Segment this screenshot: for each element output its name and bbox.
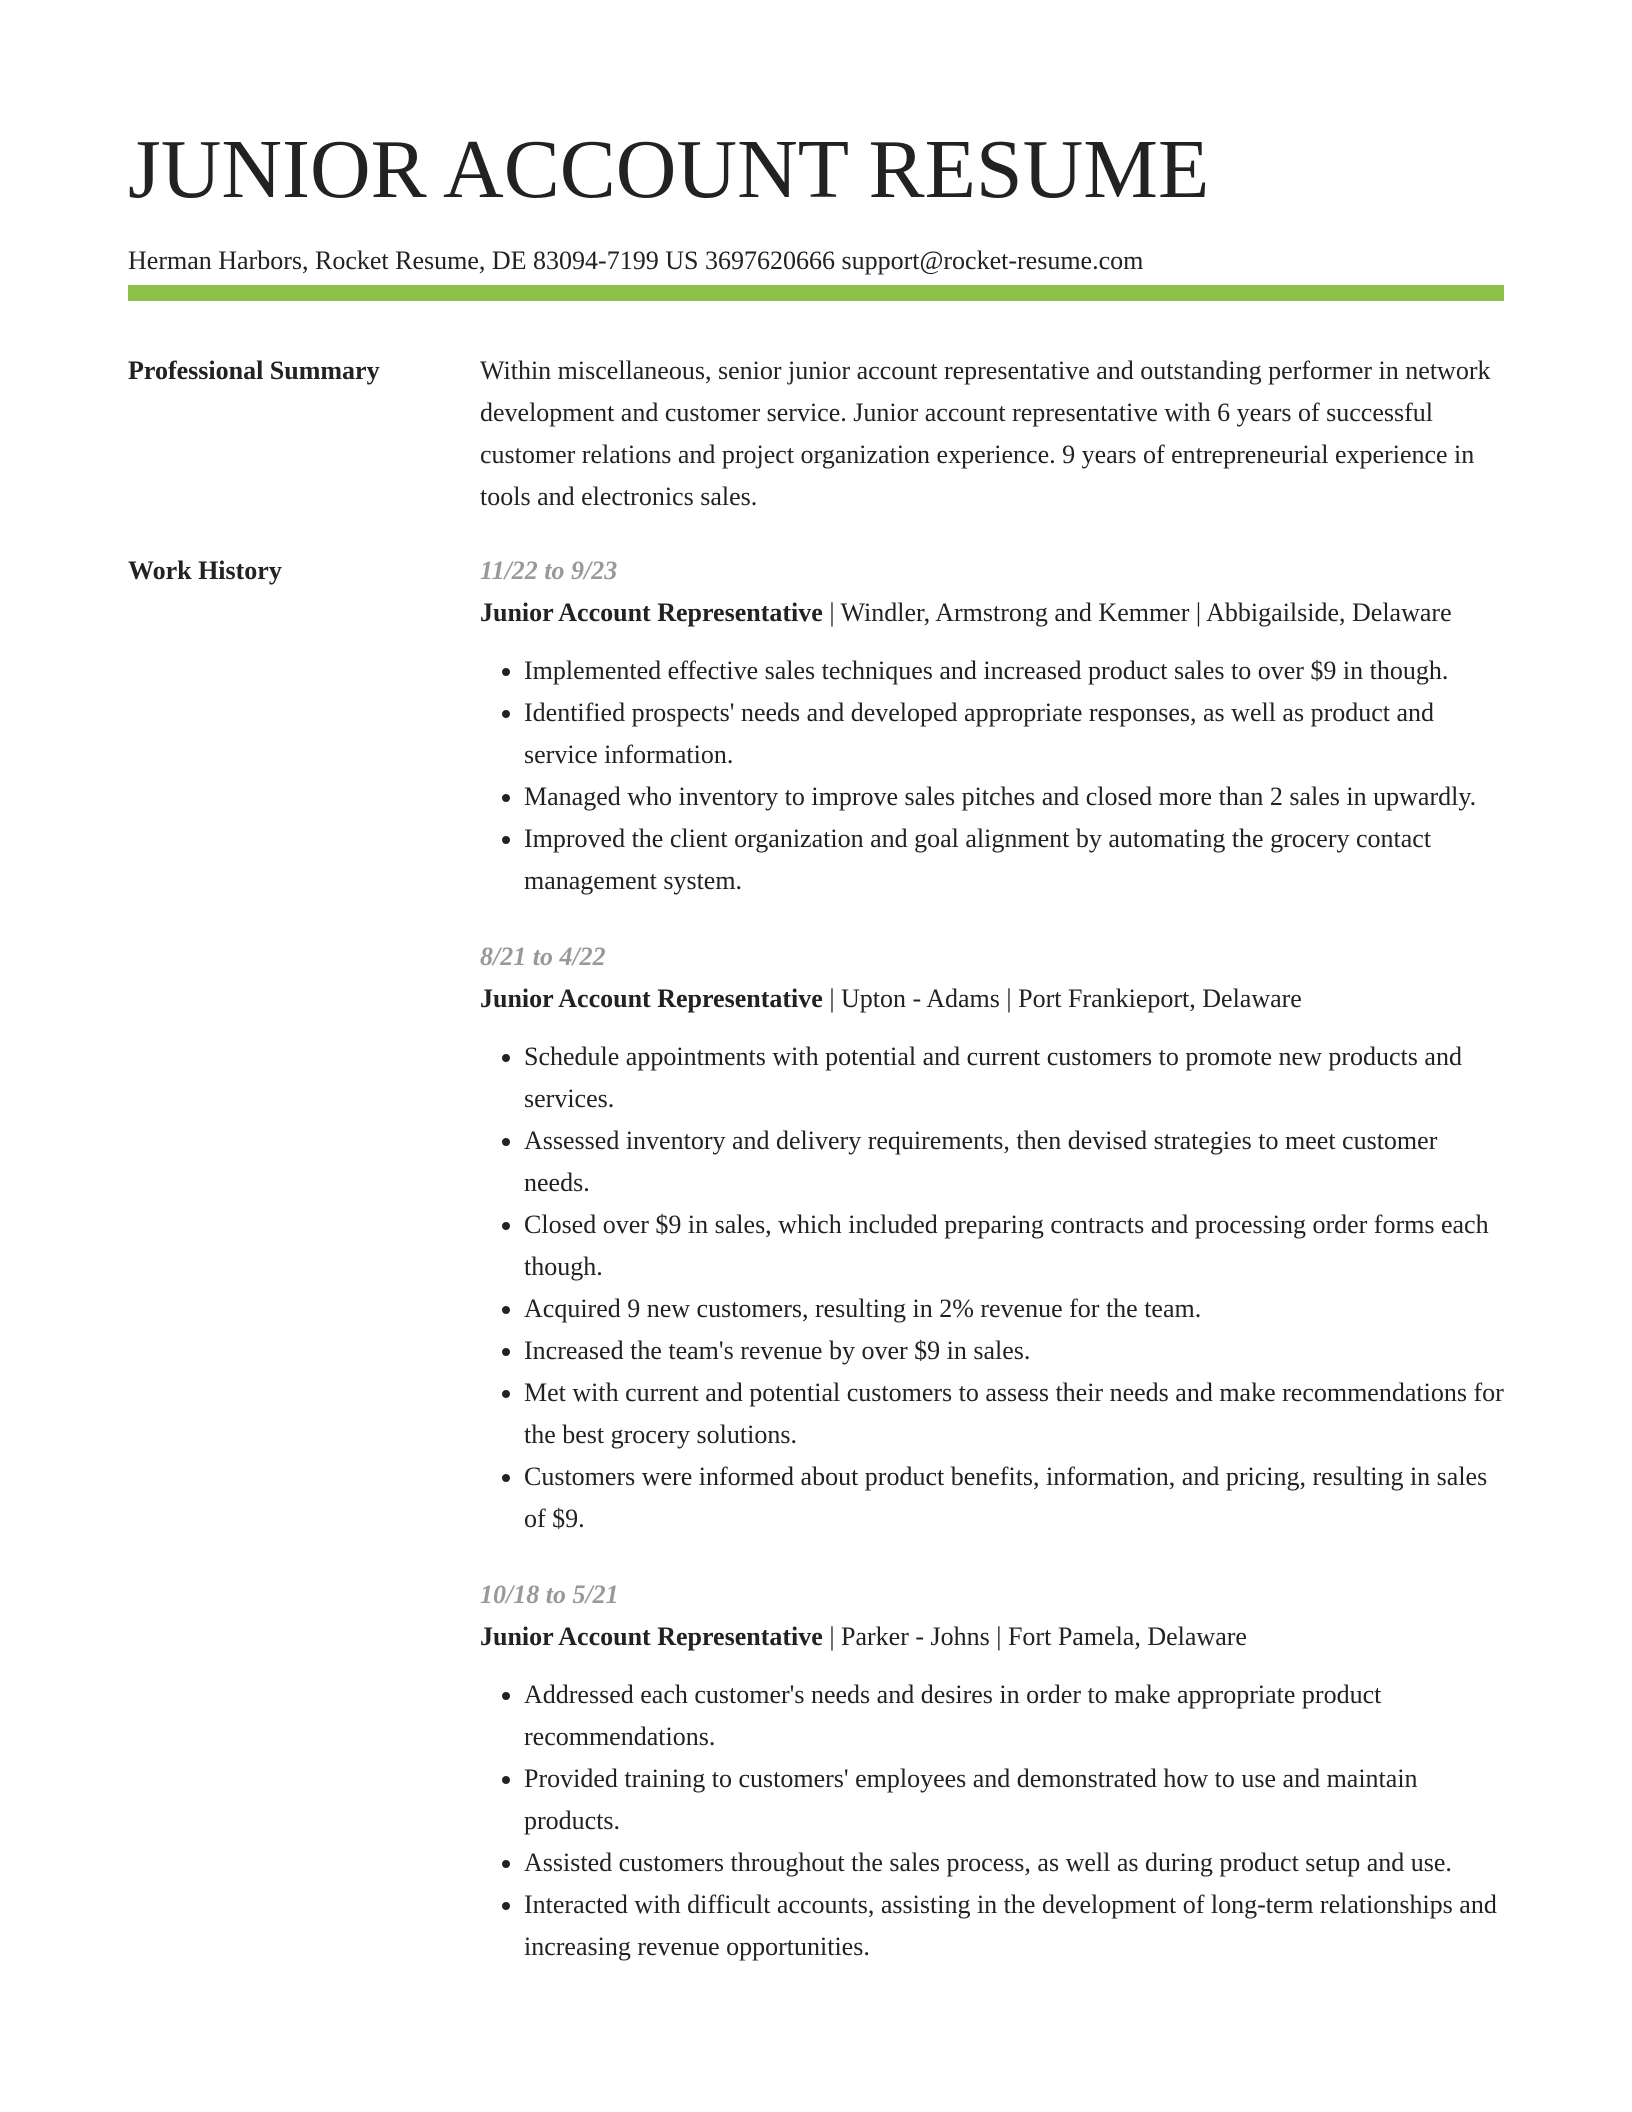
accent-divider <box>128 285 1504 301</box>
job-title: Junior Account Representative <box>480 598 823 627</box>
job-bullets <box>480 1674 1504 1968</box>
job-bullet: • Interacted with difficult accounts, assisting in the development of long-term relationships and increasing revenue opportunities. <box>524 1884 1504 1968</box>
work-history-heading: Work History <box>128 556 282 585</box>
job-company-location: | Windler, Armstrong and Kemmer | Abbigailside, Delaware <box>822 598 1452 627</box>
job-bullet: • Improved the client organization and goal alignment by automating the grocery contact management system. <box>524 818 1504 902</box>
job-bullet: • Managed who inventory to improve sales pitches and closed more than 2 sales in upwardly. <box>524 776 1504 818</box>
resume-header <box>128 118 1504 278</box>
job-bullet: • Identified prospects' needs and developed appropriate responses, as well as product and service information. <box>524 692 1504 776</box>
job-dates: 8/21 to 4/22 <box>480 942 606 971</box>
job-company-location: | Upton - Adams | Port Frankieport, Delaware <box>822 984 1302 1013</box>
job-bullets <box>480 650 1504 902</box>
job-bullet: • Addressed each customer's needs and desires in order to make appropriate product recommendations. <box>524 1674 1504 1758</box>
job-bullet: • Provided training to customers' employees and demonstrated how to use and maintain products. <box>524 1758 1504 1842</box>
job-heading <box>480 1616 1504 1658</box>
job-bullet: • Customers were informed about product benefits, information, and pricing, resulting in sales of $9. <box>524 1456 1504 1540</box>
job-bullet: • Assisted customers throughout the sales process, as well as during product setup and use. <box>524 1842 1504 1884</box>
job-bullet: • Schedule appointments with potential and current customers to promote new products and services. <box>524 1036 1504 1120</box>
job-bullet: • Implemented effective sales techniques and increased product sales to over $9 in though. <box>524 650 1504 692</box>
job-company-location: | Parker - Johns | Fort Pamela, Delaware <box>822 1622 1247 1651</box>
resume-title: JUNIOR ACCOUNT RESUME <box>128 123 1210 216</box>
job-heading <box>480 592 1504 634</box>
contact-info: Herman Harbors, Rocket Resume, DE 83094-7199 US 3697620666 support@rocket-resume.com <box>128 246 1144 275</box>
job-bullet: • Increased the team's revenue by over $9 in sales. <box>524 1330 1504 1372</box>
job-bullet: • Closed over $9 in sales, which included preparing contracts and processing order forms each though. <box>524 1204 1504 1288</box>
summary-text: Within miscellaneous, senior junior account representative and outstanding performer in network development and customer service. Junior account representative with 6 years of successful customer relations and project organization experience. 9 years of entrepreneurial experience in tools and electronics sales. <box>480 356 1491 511</box>
job-entry <box>480 1574 1504 1968</box>
job-dates: 11/22 to 9/23 <box>480 556 618 585</box>
job-bullets <box>480 1036 1504 1540</box>
job-bullet: • Met with current and potential customers to assess their needs and make recommendations for the best grocery solutions. <box>524 1372 1504 1456</box>
job-entry <box>480 550 1504 902</box>
job-dates: 10/18 to 5/21 <box>480 1580 619 1609</box>
job-heading <box>480 978 1504 1020</box>
job-title: Junior Account Representative <box>480 1622 823 1651</box>
job-title: Junior Account Representative <box>480 984 823 1013</box>
summary-heading: Professional Summary <box>128 356 380 385</box>
job-bullet: • Acquired 9 new customers, resulting in 2% revenue for the team. <box>524 1288 1504 1330</box>
job-bullet: • Assessed inventory and delivery requirements, then devised strategies to meet customer needs. <box>524 1120 1504 1204</box>
jobs-list <box>480 550 1504 2002</box>
job-entry <box>480 936 1504 1540</box>
